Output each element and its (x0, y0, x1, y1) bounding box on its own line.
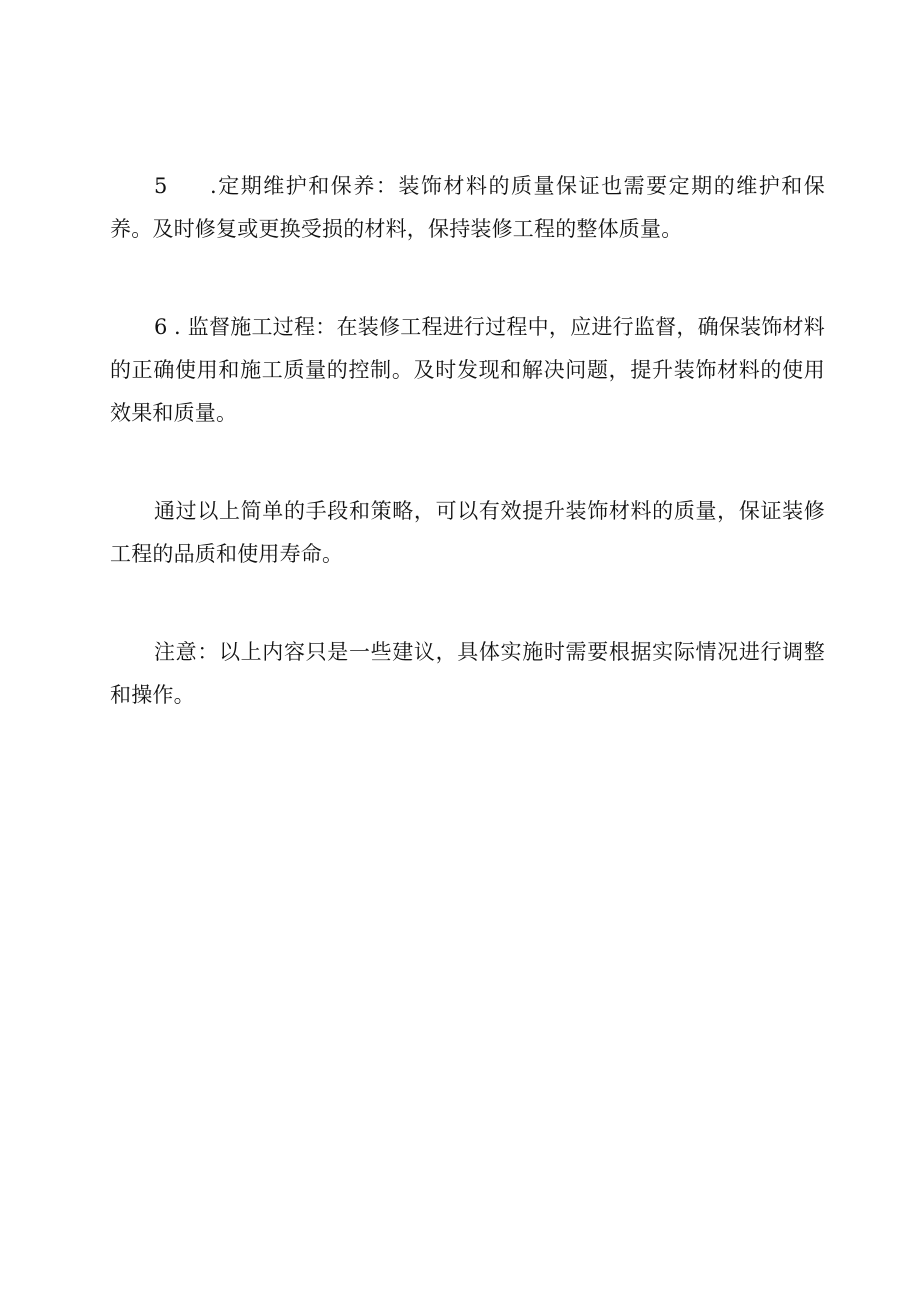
note-paragraph: 注意：以上内容只是一些建议，具体实施时需要根据实际情况进行调整和操作。 (110, 640, 825, 707)
list-item-5 (110, 165, 825, 251)
document-body (110, 165, 825, 772)
list-item-6 (110, 306, 825, 435)
item-text: . 监督施工过程：在装修工程进行过程中，应进行监督，确保装饰材料的正确使用和施工质量的控制。及时发现和解决问题，提升装饰材料的使用效果和质量。 (110, 315, 825, 425)
item-text: .定期维护和保养：装饰材料的质量保证也需要定期的维护和保养。及时修复或更换受损的材料，保持装修工程的整体质量。 (110, 174, 825, 241)
item-number: 5 (154, 174, 168, 198)
item-number: 6 (154, 315, 168, 339)
summary-paragraph: 通过以上简单的手段和策略，可以有效提升装饰材料的质量，保证装修工程的品质和使用寿命。 (110, 499, 825, 566)
